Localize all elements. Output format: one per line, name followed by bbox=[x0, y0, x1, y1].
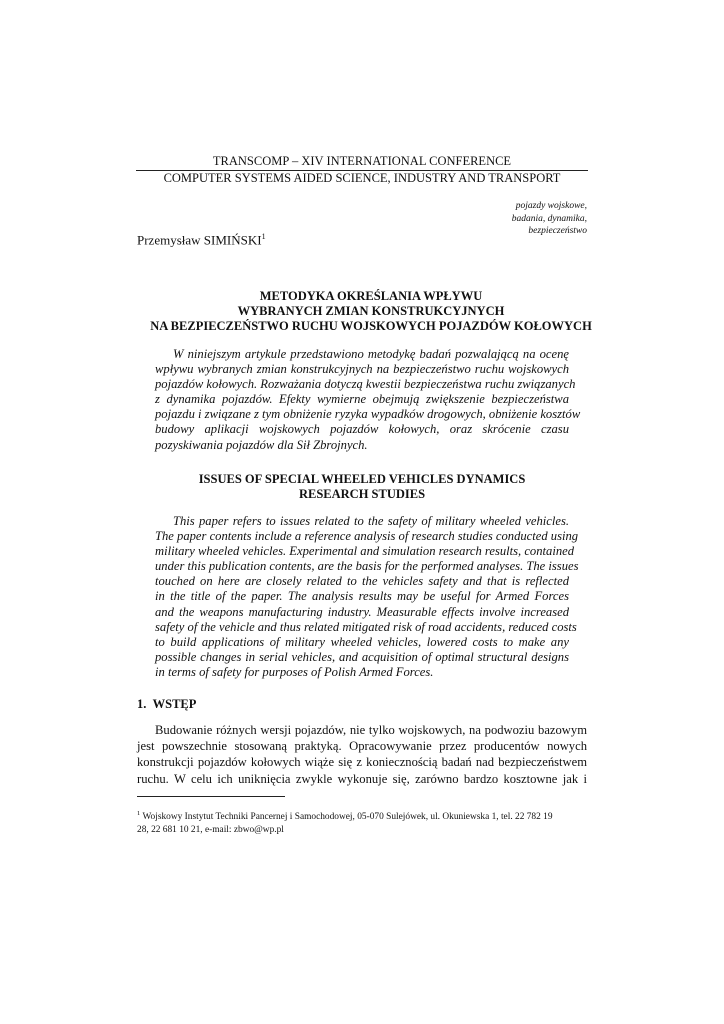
keyword-line: badania, dynamika, bbox=[511, 213, 587, 224]
title-line: WYBRANYCH ZMIAN KONSTRUKCYJNYCH bbox=[237, 304, 505, 318]
abstract-line: pojazdu i związane z tym obniżenie ryzyka wypadków drogowych, obniżenie kosztów bbox=[155, 407, 581, 422]
body-line: ruchu. W celu ich uniknięcia zwykle wykonuje się, zarówno bardzo kosztowne jak i bbox=[137, 771, 587, 786]
keyword-line: bezpieczeństwo bbox=[528, 226, 587, 236]
author-name: Przemysław SIMIŃSKI bbox=[137, 232, 262, 248]
footnote-text: Wojskowy Instytut Techniki Pancernej i Samochodowej, 05-070 Sulejówek, ul. Okuniewska 1, tel. 22 782 19 bbox=[142, 812, 553, 823]
section-number: 1. bbox=[137, 697, 147, 711]
abstract-line: z dynamika pojazdów. Efekty wymierne obejmują zwiększenie bezpieczeństwa bbox=[155, 392, 569, 407]
keywords bbox=[512, 200, 587, 238]
title-line: RESEARCH STUDIES bbox=[298, 487, 426, 501]
title-line: METODYKA OKREŚLANIA WPŁYWU bbox=[259, 289, 483, 303]
abstract-pl bbox=[155, 347, 581, 453]
footnote-mark: 1 bbox=[137, 810, 141, 817]
footnote-rule bbox=[137, 796, 285, 797]
section-heading bbox=[137, 697, 196, 712]
footnote-text: 28, 22 681 10 21, e-mail: zbwo@wp.pl bbox=[137, 825, 284, 836]
abstract-line: and the weapons manufacturing industry. Measurable effects involve increased bbox=[155, 604, 569, 619]
body-text bbox=[137, 722, 587, 787]
abstract-line: This paper refers to issues related to the safety of military wheeled vehicles. bbox=[173, 514, 569, 528]
footnote-line bbox=[137, 807, 587, 824]
title-line: ISSUES OF SPECIAL WHEELED VEHICLES DYNAMICS bbox=[198, 472, 526, 486]
abstract-line: military wheeled vehicles. Experimental and simulation research results, contained bbox=[155, 544, 575, 559]
title-en bbox=[127, 472, 597, 502]
abstract-line: The paper contents include a reference analysis of research studies conducted using bbox=[155, 529, 579, 544]
abstract-line: under this publication contents, are the basis for the performed analyses. The issues bbox=[155, 559, 579, 574]
abstract-line: W niniejszym artykule przedstawiono metodykę badań pozwalającą na ocenę bbox=[173, 347, 569, 361]
title-line: NA BEZPIECZEŃSTWO RUCHU WOJSKOWYCH POJAZDÓW KOŁOWYCH bbox=[150, 319, 592, 333]
abstract-line: pozyskiwania pojazdów dla Sił Zbrojnych. bbox=[155, 437, 368, 452]
author-footnote-mark: 1 bbox=[261, 232, 266, 241]
title-pl bbox=[136, 289, 606, 334]
body-line: Budowanie różnych wersji pojazdów, nie tylko wojskowych, na podwoziu bazowym bbox=[155, 723, 587, 737]
abstract-line: in the title of the paper. The analysis results may be useful for Armed Forces bbox=[155, 589, 569, 604]
section-title: WSTĘP bbox=[152, 697, 197, 711]
abstract-line: wpływu wybranych zmian konstrukcyjnych na bezpieczeństwo ruchu wojskowych bbox=[155, 362, 569, 377]
author bbox=[137, 232, 266, 248]
abstract-line: safety of the vehicle and thus related mitigated risk of road accidents, reduced costs bbox=[155, 619, 577, 634]
conference-title: TRANSCOMP – XIV INTERNATIONAL CONFERENCE bbox=[212, 154, 512, 168]
body-line: konstrukcji pojazdów kołowych wiąże się z koniecznością badań nad bezpieczeństwem bbox=[137, 755, 587, 770]
abstract-line: pojazdów kołowych. Rozważania dotyczą kwestii bezpieczeństwa ruchu związanych bbox=[155, 377, 576, 392]
keyword-line: pojazdy wojskowe, bbox=[515, 201, 587, 211]
conference-subtitle: COMPUTER SYSTEMS AIDED SCIENCE, INDUSTRY AND TRANSPORT bbox=[163, 171, 561, 185]
abstract-line: possible changes in serial vehicles, and acquisition of optimal structural designs bbox=[155, 649, 569, 664]
abstract-line: in terms of safety for purposes of Polish Armed Forces. bbox=[155, 664, 434, 679]
abstract-line: touched on here are closely related to the vehicles safety and that is reflected bbox=[155, 574, 569, 589]
body-line: jest powszechnie stosowaną praktyką. Opracowywanie przez producentów nowych bbox=[137, 739, 587, 754]
abstract-en bbox=[155, 514, 579, 680]
footnote bbox=[137, 807, 587, 837]
abstract-line: budowy aplikacji wojskowych pojazdów kołowych, oraz skrócenie czasu bbox=[155, 422, 569, 437]
abstract-line: to build applications of military wheeled vehicles, lowered costs to make any bbox=[155, 634, 569, 649]
